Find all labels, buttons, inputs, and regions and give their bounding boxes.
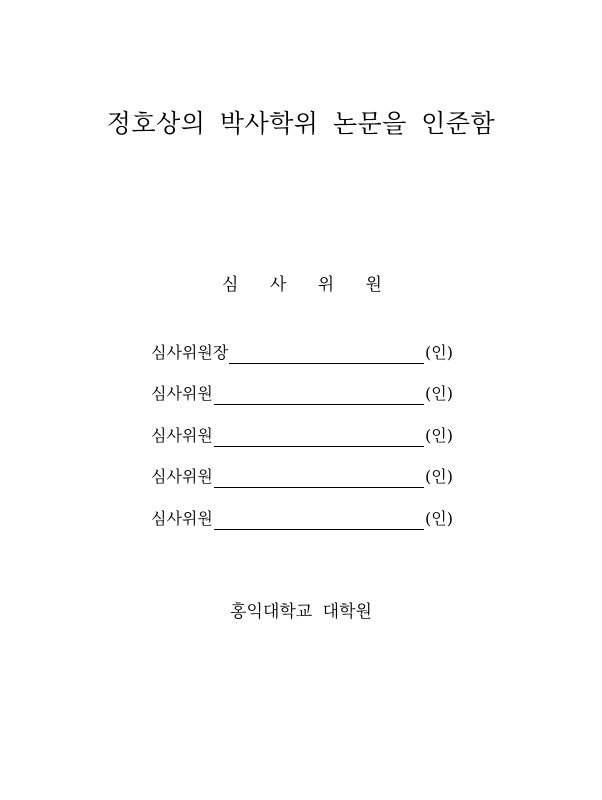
signature-role: 심사위원장 [151,342,229,362]
signature-line [229,345,424,364]
signature-role: 심사위원 [151,425,213,445]
signature-line [214,428,424,447]
committee-heading-char: 심 [222,275,239,295]
document-title: 정호상의 박사학위 논문을 인준함 [106,109,496,138]
signature-line [214,386,424,405]
university-name: 홍익대학교 대학원 [230,602,372,622]
seal-mark: (인) [425,342,453,362]
seal-mark: (인) [425,508,453,528]
signature-line [214,469,424,488]
committee-heading-char: 원 [365,275,382,295]
signature-role: 심사위원 [151,467,213,486]
committee-heading-char: 위 [317,275,335,295]
signature-role: 심사위원 [151,384,213,403]
signature-list [151,322,453,530]
signature-row-member [151,405,453,447]
signature-row-chair [151,322,453,364]
signature-row-member [151,488,453,530]
signature-row-member [151,447,453,489]
committee-heading-char: 사 [269,275,287,295]
signature-row-member [151,364,453,406]
seal-mark: (인) [425,384,453,403]
signature-role: 심사위원 [151,508,213,528]
signature-line [214,511,424,530]
seal-mark: (인) [425,425,453,445]
committee-heading [222,270,382,295]
seal-mark: (인) [425,467,453,486]
